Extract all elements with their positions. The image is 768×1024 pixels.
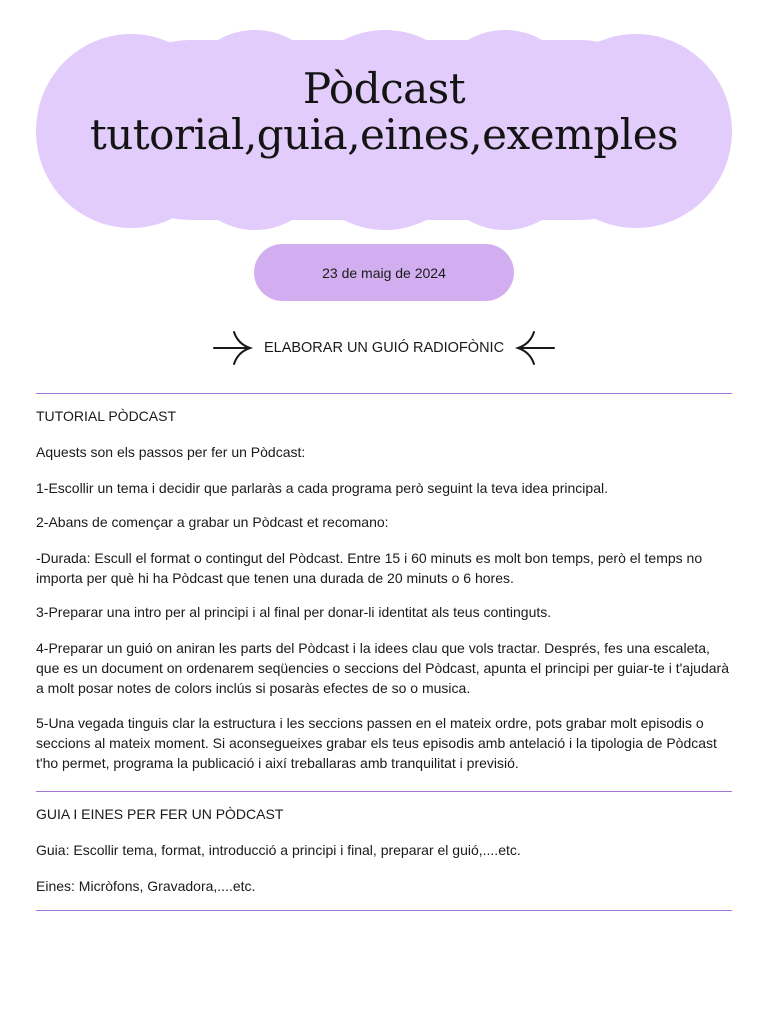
- tutorial-intro: Aquests son els passos per fer un Pòdcast:: [36, 444, 306, 460]
- tutorial-step-4: 4-Preparar un guió on aniran les parts del Pòdcast i la idees clau que vols tractar. Després, fes una escaleta, que es un document on ordenarem seqüencies o seccions del Pòdcast, apunta el principi per guiar-te i t'ajudarà a molt posar notes de colors inclús si posaràs efectes de so o musica.: [36, 640, 729, 696]
- tutorial-duration: -Durada: Escull el format o contingut del Pòdcast. Entre 15 i 60 minuts es molt bon temps, però el temps no importa per què hi ha Pòdcast que tenen una durada de 20 minuts o 6 hores.: [36, 550, 703, 586]
- guide-text: Guia: Escollir tema, format, introducció a principi i final, preparar el guió,....etc.: [36, 842, 521, 858]
- page-title-line-1: Pòdcast: [302, 64, 466, 113]
- page-title-line-2: tutorial,guia,eines,exemples: [89, 110, 679, 159]
- arrow-left-icon: [514, 330, 556, 366]
- date-badge: [254, 244, 514, 301]
- divider-top: [36, 393, 732, 394]
- date-text: 23 de maig de 2024: [322, 264, 446, 281]
- page-title: [0, 66, 768, 158]
- tutorial-step-2: 2-Abans de començar a grabar un Pòdcast et recomano:: [36, 514, 389, 530]
- tutorial-step-3: 3-Preparar una intro per al principi i al final per donar-li identitat als teus continguts.: [36, 604, 552, 620]
- subheading-text: ELABORAR UN GUIÓ RADIOFÒNIC: [263, 340, 505, 356]
- arrow-right-icon: [212, 330, 254, 366]
- tutorial-step-1: 1-Escollir un tema i decidir que parlaràs a cada programa però seguint la teva idea principal.: [36, 480, 608, 496]
- divider-middle: [36, 791, 732, 792]
- tutorial-step-5: 5-Una vegada tinguis clar la estructura i les seccions passen en el mateix ordre, pots grabar molt episodis o seccions al mateix moment. Si aconsegueixes grabar els teus episodis amb antelació i la tipologia de Pòdcast t'ho permet, programa la publicació i així treballaras amb tranquilitat i previsió.: [36, 715, 717, 771]
- tools-text: Eines: Micròfons, Gravadora,....etc.: [36, 878, 256, 894]
- divider-bottom: [36, 910, 732, 911]
- guide-heading: GUIA I EINES PER FER UN PÒDCAST: [36, 806, 284, 822]
- tutorial-heading: TUTORIAL PÒDCAST: [36, 408, 177, 424]
- section-subheading: [0, 330, 768, 366]
